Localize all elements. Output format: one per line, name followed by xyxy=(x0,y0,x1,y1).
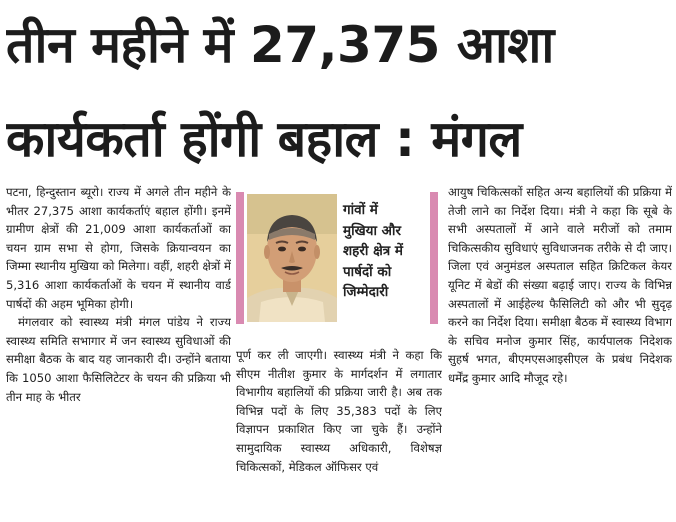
pullquote-line-5: जिम्मेदारी xyxy=(343,284,389,300)
pullquote-line-2: मुखिया और xyxy=(343,222,401,239)
column-3-paragraph: आयुष चिकित्सकों सहित अन्य बहालियों की प्रक्रिया में तेजी लाने का निर्देश दिया। मंत्री ने कहा कि सूबे के सभी अस्पतालों में आने वाले मरीजों को तमाम चिकित्सकीय सुविधाएं सुविधाजनक तरीके से दी जाए। जिला एवं अनुमंडल अस्पताल सहित क्रिटिकल केयर यूनिट में बेडों की संख्या बढ़ाई जाए। राज्य के विभिन्न अस्पतालों में आईहेल्थ फैसिलिटी को और भी सुदृढ़ करने का निर्देश दिया। समीक्षा बैठक में स्वास्थ्य विभाग के सचिव मनोज कुमार सिंह, कार्यपालक निदेशक सुहर्ष भगत, बीएमएसआइसीएल के प्रबंध निदेशक धर्मेंद्र कुमार आदि मौजूद रहे। xyxy=(448,185,672,385)
minister-photo xyxy=(247,194,337,322)
pullquote-line-4: पार्षदों को xyxy=(343,263,392,280)
article-column-3 xyxy=(448,183,672,519)
pullquote-left-bar xyxy=(236,192,244,324)
article-column-2 xyxy=(236,346,442,520)
headline-line-1: तीन महीने में 27,375 आशा xyxy=(6,16,554,74)
column-1-paragraph-2: मंगलवार को स्वास्थ्य मंत्री मंगल पांडेय ने राज्य स्वास्थ्य समिति सभागार में जन स्वास्थ्य सुविधाओं की समीक्षा बैठक के बाद यह जानकारी दी। उन्होंने बताया कि 1050 आशा फैसिलिटेटर के चयन की प्रक्रिया भी तीन माह के भीतर xyxy=(6,315,231,404)
pullquote-box xyxy=(236,192,440,332)
pullquote-line-3: शहरी क्षेत्र में xyxy=(343,243,403,259)
article-column-1 xyxy=(6,183,231,519)
column-2-paragraph: पूर्ण कर ली जाएगी। स्वास्थ्य मंत्री ने कहा कि सीएम नीतीश कुमार के मार्गदर्शन में लगातार विभागीय बहालियों की प्रक्रिया जारी है। अब तक विभिन्न पदों के लिए 35,383 पदों के लिए विज्ञापन प्रकाशित किए जा चुके हैं। उन्होंने सामुदायिक स्वास्थ्य अधिकारी, विशेषज्ञ चिकित्सकों, मेडिकल ऑफिसर एवं xyxy=(236,348,442,474)
headline-line-2: कार्यकर्ता होंगी बहाल : मंगल xyxy=(6,110,522,168)
pullquote-caption xyxy=(343,200,429,303)
pullquote-line-1: गांवों में xyxy=(343,202,378,218)
pullquote-right-bar xyxy=(430,192,438,324)
column-1-paragraph-1: पटना, हिन्दुस्तान ब्यूरो। राज्य में अगले तीन महीने के भीतर 27,375 आशा कार्यकर्ताएं बहाल होंगी। इनमें ग्रामीण क्षेत्रों की 21,009 आशा कार्यकर्ताओं का चयन ग्राम सभा से होगा, जिसके क्रियान्वयन का जिम्मा स्थानीय मुखिया को मिलेगा। वहीं, शहरी क्षेत्रों में 5,316 आशा कार्यकर्ताओं के चयन में स्थानीय वार्ड पार्षदों की अहम भूमिका होगी। xyxy=(6,185,231,311)
